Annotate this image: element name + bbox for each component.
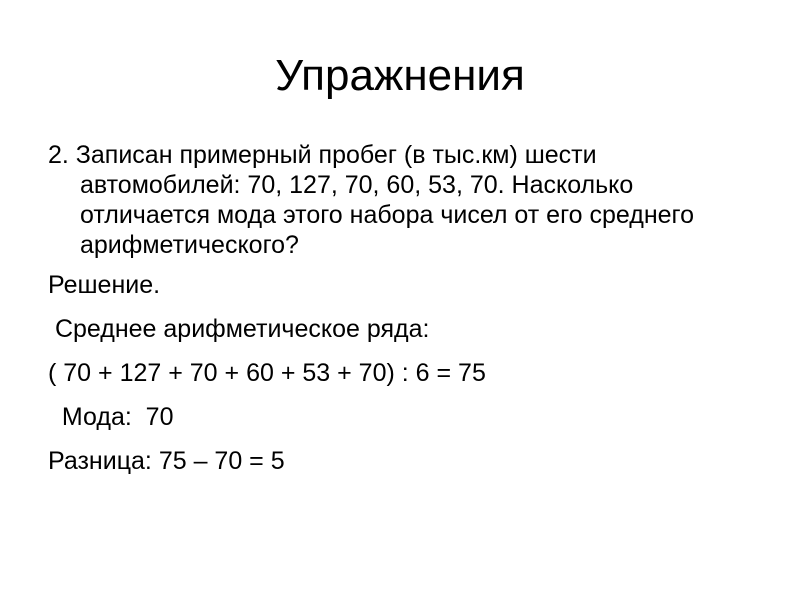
- slide-content: [48, 140, 748, 476]
- mean-label: Среднее арифметическое ряда:: [48, 315, 430, 343]
- solution-heading: Решение.: [48, 271, 161, 299]
- difference-line: Разница: 75 – 70 = 5: [48, 447, 285, 475]
- mean-calculation: ( 70 + 127 + 70 + 60 + 53 + 70) : 6 = 75: [48, 359, 486, 387]
- slide-title: Упражнения: [275, 51, 525, 100]
- problem-text: 2. Записан примерный пробег (в тыс.км) шести автомобилей: 70, 127, 70, 60, 53, 70. Насколько отличается мода этого набора чисел от его среднего арифметического?: [48, 141, 695, 259]
- mode-line: Мода: 70: [48, 403, 174, 431]
